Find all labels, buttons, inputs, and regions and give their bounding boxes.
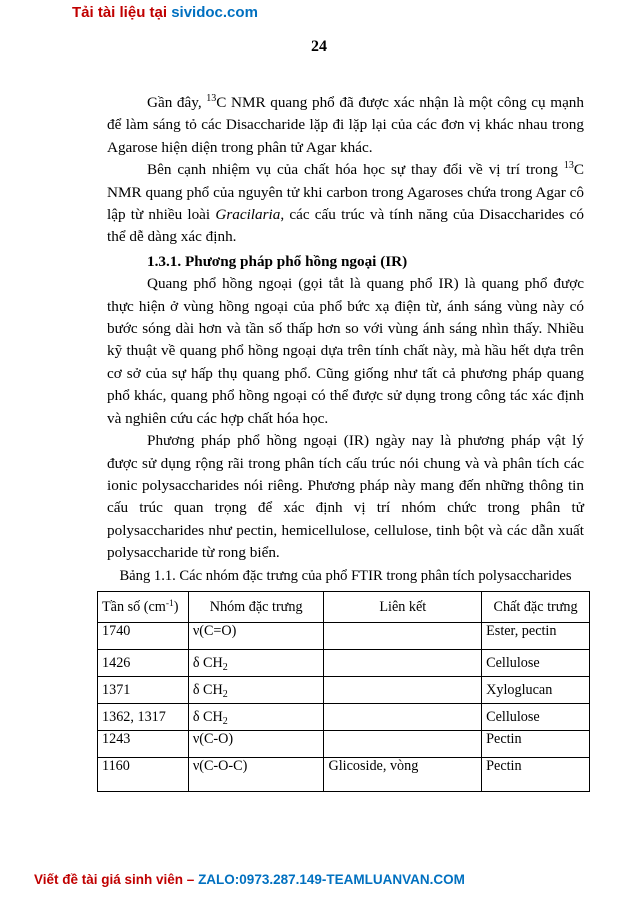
table-row	[98, 650, 590, 677]
document-body	[107, 92, 584, 565]
header-group: Nhóm đặc trưng	[188, 592, 324, 623]
cell-compound: Pectin	[482, 758, 590, 792]
footer-contact[interactable]	[34, 872, 465, 887]
cell-group: ν(C-O-C)	[188, 758, 324, 792]
table-row	[98, 623, 590, 650]
cell-frequency: 1371	[98, 677, 189, 704]
cell-frequency: 1160	[98, 758, 189, 792]
cell-frequency: 1362, 1317	[98, 704, 189, 731]
cell-group: ν(C=O)	[188, 623, 324, 650]
header-prefix: Tải tài liệu tại	[72, 4, 172, 21]
cell-frequency: 1243	[98, 731, 189, 758]
table-header-row	[98, 592, 590, 623]
cell-compound: Pectin	[482, 731, 590, 758]
cell-compound: Ester, pectin	[482, 623, 590, 650]
cell-compound: Xyloglucan	[482, 677, 590, 704]
cell-bond	[324, 677, 482, 704]
table-caption: Bảng 1.1. Các nhóm đặc trưng của phổ FTIR trong phân tích polysaccharides	[119, 568, 572, 584]
footer-prefix: Viết đề tài giá sinh viên –	[34, 872, 199, 887]
cell-bond	[324, 623, 482, 650]
cell-compound: Cellulose	[482, 650, 590, 677]
header-site[interactable]: sividoc.com	[171, 4, 258, 21]
cell-bond	[324, 704, 482, 731]
cell-frequency: 1426	[98, 650, 189, 677]
table-row	[98, 731, 590, 758]
paragraph-nmr-intro: Gần đây, $^{13}$C NMR quang phổ đã được xác nhận là một công cụ mạnh để làm sáng tỏ các Disaccharide lặp đi lặp lại của các đơn vị khác nhau trong Agarose hiện diện trong phân tử Agar khác.	[107, 93, 584, 156]
page-number: 24	[311, 38, 327, 55]
paragraph-ir-method: Phương pháp phổ hồng ngoại (IR) ngày nay là phương pháp vật lý được sử dụng rộng rãi trong phân tích cấu trúc nói chung và và phân tích các ionic polysaccharides nói riêng. Phương pháp này mang đến những thông tin cấu trúc quan trọng để xác định vị trí nhóm chức trong phân tử polysaccharides như pectin, hemicellulose, cellulose, tinh bột và các dẫn xuất polysaccharide từ rong biển.	[107, 432, 584, 562]
table-row	[98, 677, 590, 704]
paragraph-nmr-agarose: Bên cạnh nhiệm vụ của chất hóa học sự thay đổi về vị trí trong $^{13}$C NMR quang phổ của nguyên tử khi carbon trong Agaroses chứa trong Agar cô lập từ nhiều loài Gracilaria, các cấu trúc và tính năng của Disaccharides có thể dễ dàng xác định.	[107, 160, 584, 246]
table-row	[98, 758, 590, 792]
cell-group: δ $CH_2$	[188, 704, 324, 731]
header-frequency: Tần số $(cm^{-1})$	[98, 592, 189, 623]
cell-frequency: 1740	[98, 623, 189, 650]
header-bond: Liên kết	[324, 592, 482, 623]
header-compound: Chất đặc trưng	[482, 592, 590, 623]
cell-group: δ $CH_2$	[188, 677, 324, 704]
cell-bond	[324, 731, 482, 758]
ftir-table	[97, 591, 590, 792]
cell-compound: Cellulose	[482, 704, 590, 731]
section-heading: 1.3.1. Phương pháp phổ hồng ngoại (IR)	[147, 252, 408, 270]
cell-bond: Glicoside, vòng	[324, 758, 482, 792]
table-row	[98, 704, 590, 731]
cell-group: δ $CH_2$	[188, 650, 324, 677]
paragraph-ir-intro: Quang phổ hồng ngoại (gọi tắt là quang phổ IR) là quang phổ được thực hiện ở vùng hồng ngoại của phổ bức xạ điện từ, ánh sáng vùng này có bước sóng dài hơn và tần số thấp hơn so với vùng ánh sáng nhìn thấy. Nhiều kỹ thuật về quang phổ hồng ngoại dựa trên tính chất này, mà hầu hết dựa trên cơ sở của sự hấp thụ quang phổ. Cũng giống như tất cả phương pháp quang phổ khác, quang phổ hồng ngoại có thể được sử dụng trong công tác xác định và nghiên cứu các hợp chất hóa học.	[107, 275, 584, 427]
cell-group: ν(C-O)	[188, 731, 324, 758]
site-header-link[interactable]	[72, 4, 258, 21]
footer-contact-link[interactable]: ZALO:0973.287.149-TEAMLUANVAN.COM	[198, 872, 465, 887]
cell-bond	[324, 650, 482, 677]
